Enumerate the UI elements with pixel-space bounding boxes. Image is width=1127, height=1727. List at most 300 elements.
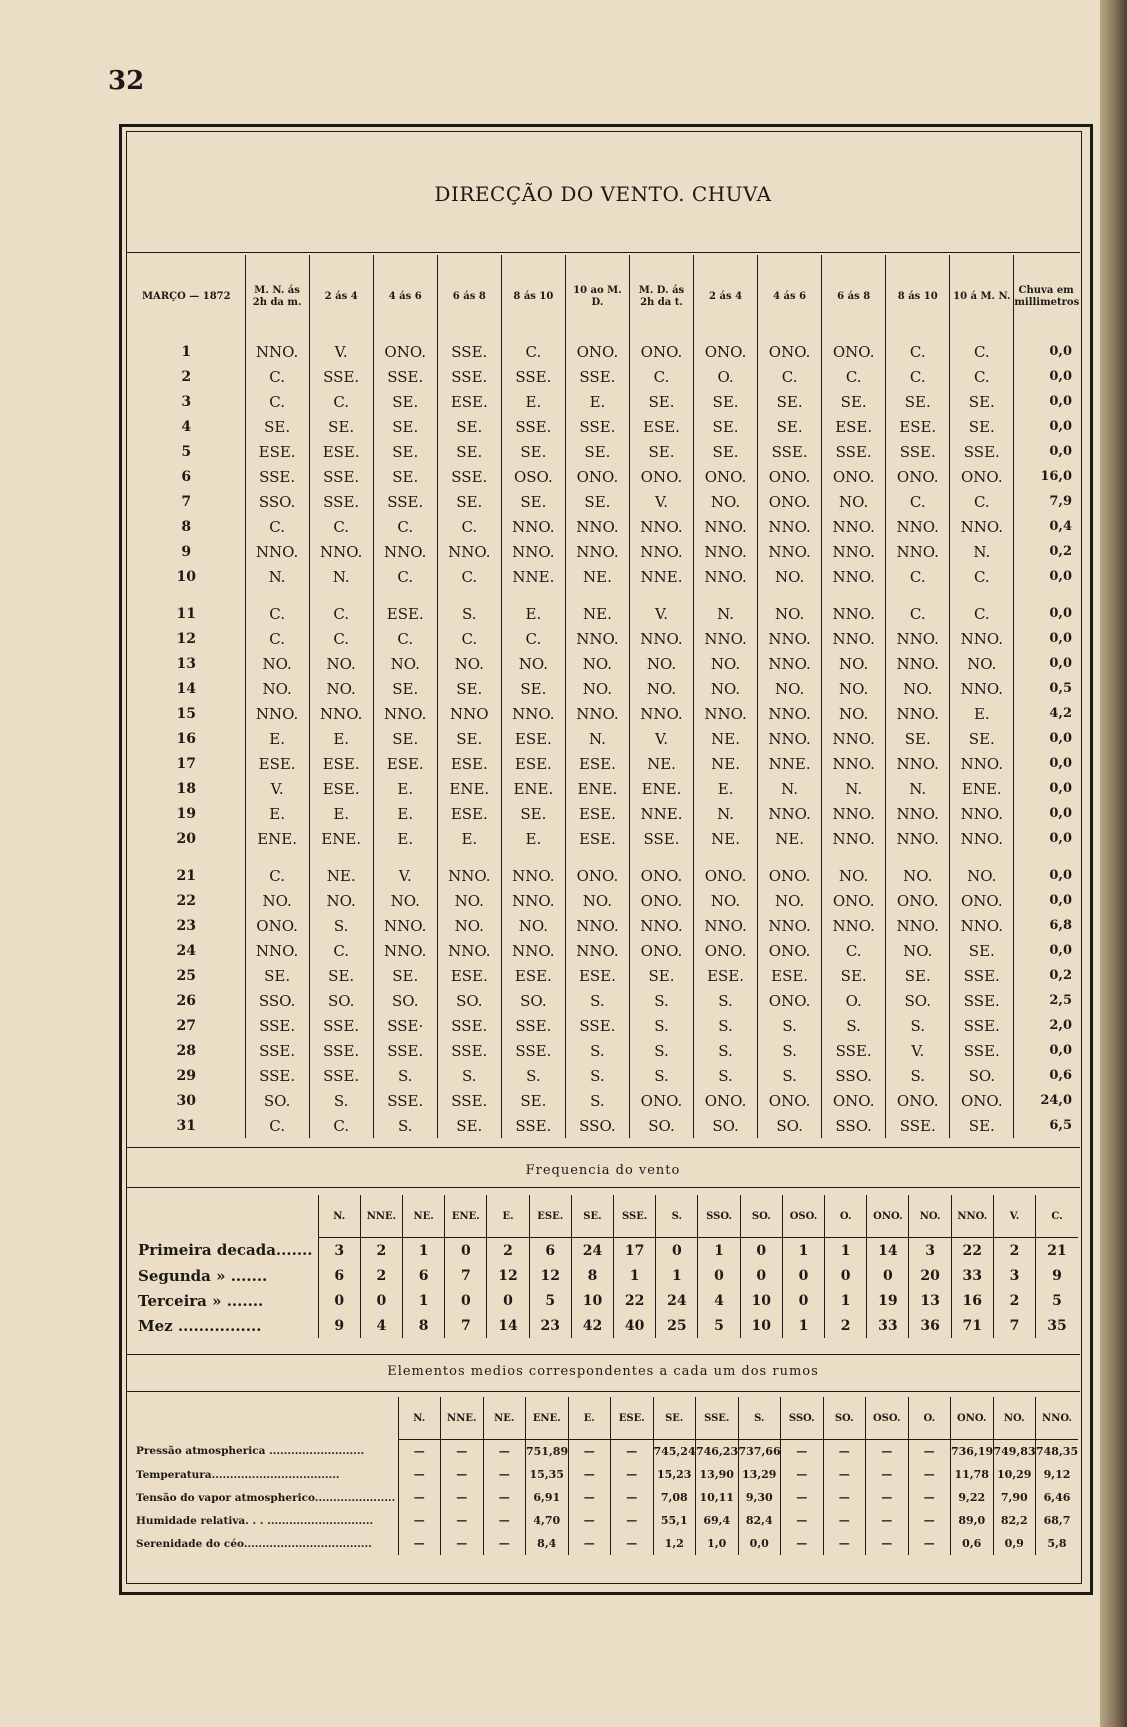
wind-cell: NO. — [758, 676, 822, 701]
rain-cell: 6,8 — [1014, 913, 1078, 938]
frequency-cell: 1 — [614, 1263, 656, 1288]
wind-cell: SE. — [950, 726, 1014, 751]
element-cell: — — [398, 1440, 441, 1464]
wind-cell: C. — [245, 589, 309, 626]
wind-cell: ONO. — [950, 1088, 1014, 1113]
wind-cell: C. — [309, 1113, 373, 1138]
wind-cell: N. — [694, 801, 758, 826]
wind-cell: C. — [437, 514, 501, 539]
table-row — [128, 539, 1078, 564]
direction-header: SSO. — [698, 1195, 740, 1238]
frequency-cell: 24 — [656, 1288, 698, 1313]
wind-cell: NNO. — [245, 539, 309, 564]
wind-cell: C. — [886, 564, 950, 589]
wind-cell: NNO. — [822, 514, 886, 539]
wind-cell: SE. — [758, 389, 822, 414]
day-cell: 14 — [176, 680, 197, 697]
frequency-cell: 10 — [571, 1288, 613, 1313]
table-row — [128, 1238, 1078, 1264]
wind-cell: C. — [245, 514, 309, 539]
wind-cell: SSE. — [565, 364, 629, 389]
wind-cell: C. — [950, 589, 1014, 626]
element-cell: 8,4 — [526, 1532, 569, 1555]
wind-cell: SSE. — [437, 1013, 501, 1038]
direction-header: ESE. — [529, 1195, 571, 1238]
wind-cell: SSE. — [309, 364, 373, 389]
wind-cell: NO. — [437, 651, 501, 676]
wind-cell: S. — [694, 988, 758, 1013]
wind-cell: O. — [694, 364, 758, 389]
frequency-cell: 0 — [782, 1288, 824, 1313]
rain-cell: 7,9 — [1014, 489, 1078, 514]
wind-cell: ENE. — [565, 776, 629, 801]
wind-cell: NNO. — [886, 651, 950, 676]
wind-cell: SE. — [886, 389, 950, 414]
wind-cell: NNO. — [822, 913, 886, 938]
wind-cell: ESE. — [886, 414, 950, 439]
day-cell: 20 — [176, 830, 197, 847]
wind-cell: SE. — [373, 676, 437, 701]
table-row — [128, 826, 1078, 851]
wind-cell: NE. — [694, 726, 758, 751]
wind-cell: ENE. — [309, 826, 373, 851]
wind-cell: ENE. — [245, 826, 309, 851]
row-label: Terceira » ....... — [138, 1291, 264, 1310]
element-cell: 0,6 — [951, 1532, 994, 1555]
element-cell: — — [568, 1532, 611, 1555]
wind-cell: C. — [245, 626, 309, 651]
frequency-cell: 7 — [445, 1313, 487, 1338]
frequency-cell: 13 — [909, 1288, 951, 1313]
wind-cell: SE. — [565, 439, 629, 464]
wind-cell: SSE. — [950, 439, 1014, 464]
wind-cell: SE. — [501, 439, 565, 464]
wind-cell: NO. — [565, 651, 629, 676]
direction-header: NNO. — [1036, 1397, 1079, 1440]
wind-cell: ONO. — [822, 464, 886, 489]
element-cell: — — [823, 1532, 866, 1555]
wind-cell: SO. — [437, 988, 501, 1013]
wind-cell: NO. — [822, 851, 886, 888]
frequency-cell: 7 — [993, 1313, 1035, 1338]
wind-cell: ONO. — [694, 464, 758, 489]
direction-header: OSO. — [782, 1195, 824, 1238]
page-number: 32 — [108, 66, 145, 96]
wind-cell: NNO. — [629, 913, 693, 938]
wind-cell: S. — [694, 1063, 758, 1088]
direction-header: ONO. — [867, 1195, 909, 1238]
frequency-cell: 2 — [360, 1238, 402, 1264]
wind-cell: S. — [501, 1063, 565, 1088]
wind-cell: S. — [309, 913, 373, 938]
element-cell: 749,83 — [993, 1440, 1036, 1464]
frequency-cell: 3 — [909, 1238, 951, 1264]
wind-cell: SSE. — [309, 489, 373, 514]
rain-cell: 0,0 — [1014, 776, 1078, 801]
frequency-cell: 6 — [318, 1263, 360, 1288]
table-row — [128, 851, 1078, 888]
wind-cell: NNO. — [565, 626, 629, 651]
wind-cell: SE. — [950, 938, 1014, 963]
wind-cell: SSE. — [501, 1113, 565, 1138]
wind-cell: NNO. — [245, 701, 309, 726]
wind-cell: ONO. — [629, 464, 693, 489]
frequency-cell: 14 — [867, 1238, 909, 1264]
wind-cell: S. — [629, 1063, 693, 1088]
wind-cell: C. — [950, 364, 1014, 389]
wind-cell: NNO — [437, 701, 501, 726]
table-row — [128, 651, 1078, 676]
wind-cell: S. — [437, 1063, 501, 1088]
frequency-caption: Frequencia do vento — [525, 1163, 681, 1178]
wind-cell: NO. — [822, 489, 886, 514]
wind-cell: NNO. — [629, 539, 693, 564]
wind-cell: O. — [822, 988, 886, 1013]
wind-cell: C. — [245, 851, 309, 888]
frequency-cell: 1 — [782, 1313, 824, 1338]
rain-cell: 4,2 — [1014, 701, 1078, 726]
element-cell: 4,70 — [526, 1509, 569, 1532]
wind-cell: NNO. — [950, 676, 1014, 701]
element-cell: 736,19 — [951, 1440, 994, 1464]
wind-cell: S. — [822, 1013, 886, 1038]
element-cell: 751,89 — [526, 1440, 569, 1464]
wind-cell: SO. — [694, 1113, 758, 1138]
table-row — [128, 564, 1078, 589]
wind-cell: E. — [501, 589, 565, 626]
table-row — [128, 1113, 1078, 1138]
wind-cell: ESE. — [565, 826, 629, 851]
element-cell: — — [568, 1509, 611, 1532]
table-row — [128, 464, 1078, 489]
wind-cell: C. — [309, 626, 373, 651]
wind-cell: ONO. — [950, 464, 1014, 489]
wind-cell: ONO. — [245, 913, 309, 938]
element-cell: — — [823, 1486, 866, 1509]
row-label: Pressão atmospherica .......................... — [136, 1445, 365, 1458]
table-row — [128, 701, 1078, 726]
frequency-cell: 22 — [614, 1288, 656, 1313]
wind-cell: ESE. — [565, 801, 629, 826]
element-cell: 9,22 — [951, 1486, 994, 1509]
wind-cell: E. — [245, 801, 309, 826]
wind-cell: NO. — [565, 888, 629, 913]
column-header: Chuva em millimetros — [1014, 255, 1078, 339]
wind-cell: NNO. — [822, 801, 886, 826]
wind-cell: C. — [886, 339, 950, 364]
wind-cell: C. — [950, 564, 1014, 589]
wind-cell: SE. — [886, 963, 950, 988]
wind-cell: ONO. — [822, 1088, 886, 1113]
wind-cell: N. — [565, 726, 629, 751]
wind-cell: ONO. — [758, 464, 822, 489]
day-cell: 30 — [176, 1092, 197, 1109]
frequency-cell: 0 — [825, 1263, 867, 1288]
table-row — [128, 1509, 1078, 1532]
row-label: Mez ................ — [138, 1316, 262, 1335]
wind-cell: SSE. — [758, 439, 822, 464]
frequency-cell: 0 — [487, 1288, 529, 1313]
wind-cell: ONO. — [565, 339, 629, 364]
direction-header: SSO. — [781, 1397, 824, 1440]
wind-cell: NNO. — [758, 539, 822, 564]
day-cell: 21 — [176, 867, 197, 884]
element-cell: — — [611, 1440, 654, 1464]
frequency-cell: 14 — [487, 1313, 529, 1338]
wind-cell: NO. — [437, 913, 501, 938]
day-cell: 12 — [176, 630, 197, 647]
element-cell: 15,35 — [526, 1463, 569, 1486]
wind-cell: NNO. — [245, 938, 309, 963]
rain-cell: 0,0 — [1014, 826, 1078, 851]
rain-cell: 0,0 — [1014, 751, 1078, 776]
wind-cell: SSE. — [245, 464, 309, 489]
element-cell: — — [908, 1532, 951, 1555]
wind-cell: SSE. — [309, 1013, 373, 1038]
element-cell: — — [866, 1486, 909, 1509]
direction-header: NNE. — [360, 1195, 402, 1238]
direction-header: V. — [993, 1195, 1035, 1238]
element-cell: 5,8 — [1036, 1532, 1079, 1555]
wind-cell: V. — [245, 776, 309, 801]
wind-cell: ESE. — [309, 776, 373, 801]
frequency-cell: 1 — [403, 1288, 445, 1313]
wind-cell: ONO. — [565, 851, 629, 888]
wind-cell: SSE. — [501, 1038, 565, 1063]
wind-cell: S. — [565, 1063, 629, 1088]
wind-cell: N. — [950, 539, 1014, 564]
element-cell: — — [908, 1440, 951, 1464]
wind-cell: S. — [758, 1038, 822, 1063]
element-cell: 0,9 — [993, 1532, 1036, 1555]
wind-cell: NO. — [822, 676, 886, 701]
wind-cell: SE. — [501, 489, 565, 514]
wind-cell: NNO. — [694, 626, 758, 651]
wind-cell: SSE. — [437, 464, 501, 489]
frequency-cell: 71 — [951, 1313, 993, 1338]
table-row — [128, 913, 1078, 938]
wind-cell: ESE. — [309, 751, 373, 776]
wind-cell: NO. — [886, 938, 950, 963]
wind-cell: S. — [758, 1013, 822, 1038]
element-cell: — — [611, 1532, 654, 1555]
frequency-cell: 5 — [529, 1288, 571, 1313]
direction-header: NE. — [483, 1397, 526, 1440]
wind-cell: C. — [822, 364, 886, 389]
rain-cell: 0,6 — [1014, 1063, 1078, 1088]
wind-cell: ESE. — [245, 751, 309, 776]
wind-cell: E. — [565, 389, 629, 414]
wind-cell: SE. — [437, 676, 501, 701]
frequency-cell: 4 — [360, 1313, 402, 1338]
element-cell: 10,11 — [696, 1486, 739, 1509]
table-row — [128, 1440, 1078, 1464]
column-header: 4 ás 6 — [373, 255, 437, 339]
element-cell: — — [781, 1486, 824, 1509]
element-cell: 15,23 — [653, 1463, 696, 1486]
wind-cell: C. — [950, 489, 1014, 514]
wind-cell: NNO. — [950, 751, 1014, 776]
rain-cell: 0,0 — [1014, 1038, 1078, 1063]
wind-cell: SSE. — [501, 364, 565, 389]
wind-cell: NNO. — [886, 913, 950, 938]
wind-cell: NNO. — [501, 938, 565, 963]
wind-cell: SSE. — [245, 1063, 309, 1088]
frequency-cell: 25 — [656, 1313, 698, 1338]
frequency-cell: 21 — [1036, 1238, 1078, 1264]
wind-cell: NNO. — [886, 514, 950, 539]
day-cell: 1 — [181, 343, 192, 360]
wind-cell: SSE. — [437, 364, 501, 389]
wind-cell: SSE. — [950, 963, 1014, 988]
direction-header: SE. — [571, 1195, 613, 1238]
element-cell: — — [823, 1509, 866, 1532]
wind-cell: S. — [694, 1013, 758, 1038]
table-row — [128, 1288, 1078, 1313]
wind-cell: SSO. — [822, 1113, 886, 1138]
wind-cell: NO. — [309, 888, 373, 913]
rule — [126, 1147, 1080, 1148]
frequency-cell: 35 — [1036, 1313, 1078, 1338]
rain-cell: 0,0 — [1014, 801, 1078, 826]
wind-cell: V. — [629, 489, 693, 514]
wind-cell: NNO. — [309, 701, 373, 726]
wind-cell: N. — [245, 564, 309, 589]
wind-cell: ONO. — [758, 938, 822, 963]
wind-cell: NO. — [758, 589, 822, 626]
wind-cell: ENE. — [950, 776, 1014, 801]
frequency-cell: 12 — [487, 1263, 529, 1288]
direction-header: SE. — [653, 1397, 696, 1440]
table-row — [128, 1263, 1078, 1288]
wind-cell: NO. — [694, 676, 758, 701]
wind-cell: NNE. — [629, 564, 693, 589]
direction-header: OSO. — [866, 1397, 909, 1440]
rain-cell: 0,0 — [1014, 938, 1078, 963]
table-row — [128, 726, 1078, 751]
wind-cell: NNO. — [694, 564, 758, 589]
wind-cell: SSE. — [950, 1038, 1014, 1063]
element-cell: 68,7 — [1036, 1509, 1079, 1532]
wind-cell: NO. — [694, 651, 758, 676]
rain-cell: 0,0 — [1014, 651, 1078, 676]
wind-cell: NO. — [758, 564, 822, 589]
wind-cell: C. — [501, 339, 565, 364]
wind-cell: NNO. — [758, 651, 822, 676]
wind-cell: S. — [373, 1113, 437, 1138]
wind-cell: E. — [373, 826, 437, 851]
element-cell: — — [568, 1440, 611, 1464]
wind-cell: ONO. — [758, 1088, 822, 1113]
wind-cell: NNO. — [758, 913, 822, 938]
frequency-cell: 12 — [529, 1263, 571, 1288]
wind-cell: C. — [309, 389, 373, 414]
wind-cell: C. — [245, 364, 309, 389]
table-row — [128, 751, 1078, 776]
wind-cell: SE. — [694, 439, 758, 464]
wind-cell: NNO. — [886, 701, 950, 726]
page-title: DIRECÇÃO DO VENTO. CHUVA — [434, 182, 772, 206]
wind-cell: ESE. — [309, 439, 373, 464]
direction-header: S. — [656, 1195, 698, 1238]
wind-cell: NNO. — [437, 851, 501, 888]
wind-cell: SE. — [309, 963, 373, 988]
book-spine — [1100, 0, 1127, 1727]
element-cell: — — [483, 1509, 526, 1532]
rule — [126, 1187, 1080, 1188]
column-header: M. D. ás 2h da t. — [629, 255, 693, 339]
direction-header: ONO. — [951, 1397, 994, 1440]
wind-cell: ESE. — [565, 751, 629, 776]
wind-cell: SSE. — [373, 489, 437, 514]
element-cell: — — [441, 1463, 484, 1486]
direction-header: SSE. — [696, 1397, 739, 1440]
wind-cell: SE. — [245, 963, 309, 988]
element-cell: 6,91 — [526, 1486, 569, 1509]
rain-cell: 0,2 — [1014, 539, 1078, 564]
elements-caption: Elementos medios correspondentes a cada um dos rumos — [387, 1364, 819, 1379]
wind-cell: SE. — [629, 963, 693, 988]
element-cell: — — [908, 1486, 951, 1509]
element-cell: 10,29 — [993, 1463, 1036, 1486]
direction-header: NNO. — [951, 1195, 993, 1238]
element-cell: — — [441, 1440, 484, 1464]
table-row — [128, 364, 1078, 389]
wind-cell: S. — [309, 1088, 373, 1113]
wind-cell: SE. — [629, 439, 693, 464]
direction-header: NE. — [403, 1195, 445, 1238]
element-cell: — — [398, 1509, 441, 1532]
frequency-cell: 3 — [993, 1263, 1035, 1288]
rain-cell: 0,0 — [1014, 389, 1078, 414]
table-row — [128, 888, 1078, 913]
wind-cell: NE. — [565, 589, 629, 626]
wind-cell: ONO. — [886, 1088, 950, 1113]
column-header: 2 ás 4 — [309, 255, 373, 339]
frequency-cell: 0 — [698, 1263, 740, 1288]
wind-cell: ONO. — [822, 339, 886, 364]
wind-cell: E. — [373, 776, 437, 801]
wind-cell: SE. — [309, 414, 373, 439]
frequency-cell: 0 — [318, 1288, 360, 1313]
wind-cell: ONO. — [758, 339, 822, 364]
wind-cell: SE. — [437, 489, 501, 514]
wind-cell: SO. — [758, 1113, 822, 1138]
wind-cell: ESE. — [245, 439, 309, 464]
wind-cell: SSO. — [245, 489, 309, 514]
wind-cell: C. — [309, 938, 373, 963]
wind-cell: C. — [758, 364, 822, 389]
wind-cell: NNO. — [950, 913, 1014, 938]
wind-cell: E. — [950, 701, 1014, 726]
rule — [126, 1354, 1080, 1355]
wind-cell: SSE. — [373, 1088, 437, 1113]
column-header: MARÇO — 1872 — [141, 291, 231, 302]
wind-cell: S. — [694, 1038, 758, 1063]
element-cell: — — [781, 1509, 824, 1532]
wind-cell: SE. — [373, 963, 437, 988]
wind-cell: S. — [437, 589, 501, 626]
element-cell: — — [611, 1486, 654, 1509]
wind-cell: NO. — [822, 701, 886, 726]
wind-cell: NNO. — [437, 539, 501, 564]
wind-cell: C. — [245, 1113, 309, 1138]
wind-cell: SSE. — [309, 464, 373, 489]
element-cell: — — [866, 1440, 909, 1464]
day-cell: 11 — [176, 605, 197, 622]
wind-cell: N. — [822, 776, 886, 801]
element-cell: 1,2 — [653, 1532, 696, 1555]
